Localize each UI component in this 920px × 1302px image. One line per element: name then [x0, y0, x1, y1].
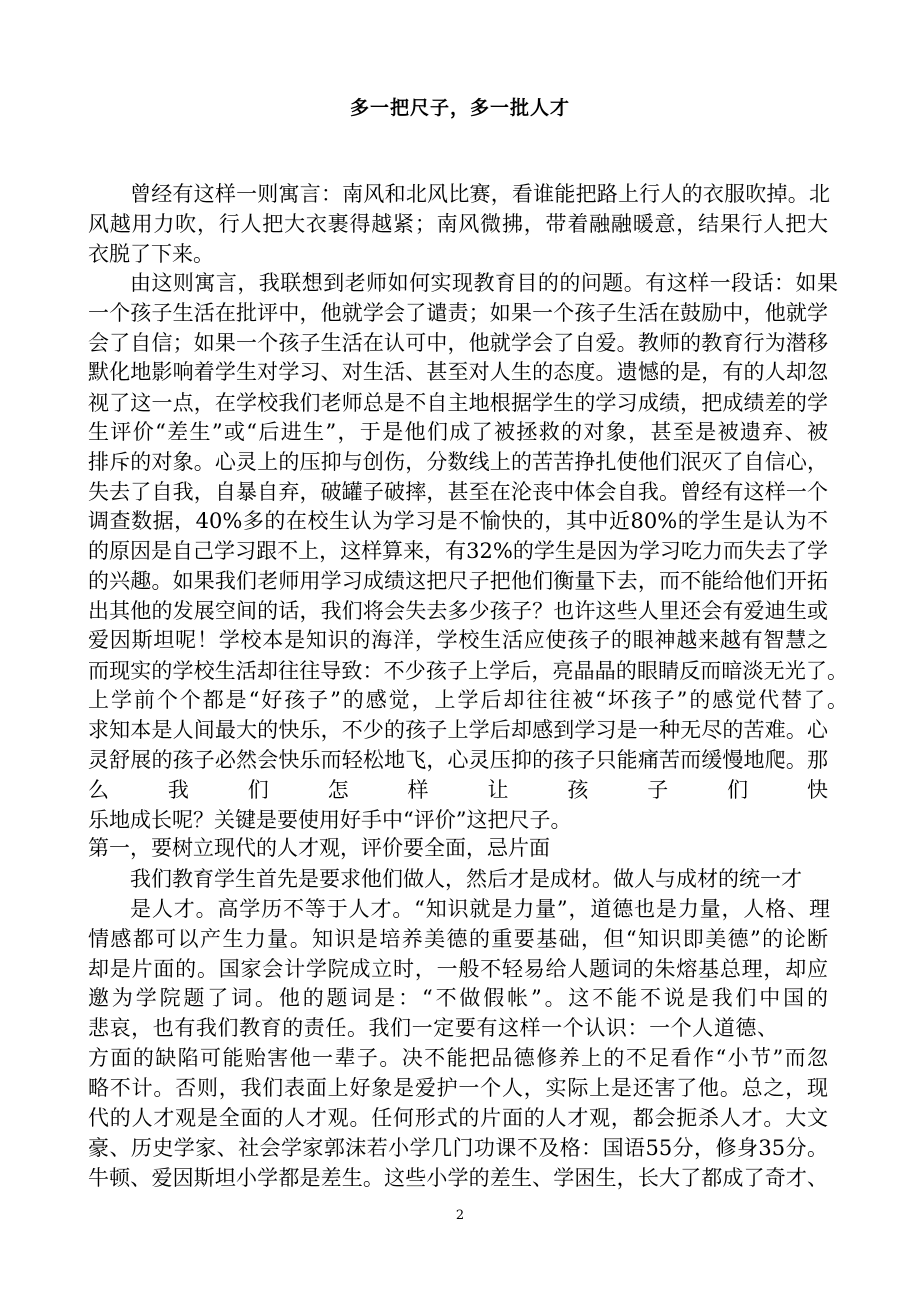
text-line: 邀为学院题了词。他的题词是：“不做假帐”。这不能不说是我们中国的 — [88, 986, 828, 1010]
text-line: 由这则寓言，我联想到老师如何实现教育目的的问题。有这样一段话：如果 — [130, 271, 838, 295]
text-line: 求知本是人间最大的快乐，不少的孩子上学后却感到学习是一种无尽的苦难。心 — [88, 718, 828, 742]
text-line: 而现实的学校生活却往往导致：不少孩子上学后，亮晶晶的眼睛反而暗淡无光了。 — [88, 659, 848, 683]
document-title: 多一把尺子，多一批人才 — [349, 97, 570, 119]
text-line: 一个孩子生活在批评中，他就学会了谴责；如果一个孩子生活在鼓励中，他就学 — [88, 301, 828, 325]
text-line: 灵舒展的孩子必然会快乐而轻松地飞，心灵压抑的孩子只能痛苦而缓慢地爬。那 — [88, 748, 828, 772]
text-line: 上学前个个都是“好孩子”的感觉，上学后却往往被“坏孩子”的感觉代替了。 — [88, 688, 848, 712]
text-line: 曾经有这样一则寓言：南风和北风比赛，看谁能把路上行人的衣服吹掉。北 — [130, 182, 830, 206]
text-line: 视了这一点，在学校我们老师总是不自主地根据学生的学习成绩，把成绩差的学 — [88, 391, 828, 415]
text-line: 风越用力吹，行人把大衣裹得越紧；南风微拂，带着融融暖意，结果行人把大 — [88, 212, 828, 236]
text-line: 失去了自我，自暴自弃，破罐子破摔，甚至在沦丧中体会自我。曾经有这样一个 — [88, 480, 828, 504]
text-line: 生评价“差生”或“后进生”，于是他们成了被拯救的对象，甚至是被遗弃、被 — [88, 420, 828, 444]
text-line: 第一，要树立现代的人才观，评价要全面，忌片面 — [88, 836, 550, 860]
text-line: 衣脱了下来。 — [88, 242, 214, 266]
text-line: 出其他的发展空间的话，我们将会失去多少孩子？也许这些人里还会有爱迪生或 — [88, 599, 828, 623]
text-line: 么我们怎样让孩子们快 — [88, 778, 828, 802]
page-number: 2 — [455, 1208, 465, 1223]
text-line: 豪、历史学家、社会学家郭沫若小学几门功课不及格：国语55分，修身35分。 — [88, 1136, 828, 1160]
text-line: 却是片面的。国家会计学院成立时，一般不轻易给人题词的朱熔基总理，却应 — [88, 957, 828, 981]
text-line: 略不计。否则，我们表面上好象是爱护一个人，实际上是还害了他。总之，现 — [88, 1076, 828, 1100]
text-line: 牛顿、爱因斯坦小学都是差生。这些小学的差生、学困生，长大了都成了奇才、 — [88, 1166, 828, 1190]
text-line: 悲哀，也有我们教育的责任。我们一定要有这样一个认识：一个人道德、 — [88, 1016, 778, 1040]
text-line: 是人才。高学历不等于人才。“知识就是力量”，道德也是力量，人格、理 — [130, 897, 830, 921]
text-line: 调查数据，40%多的在校生认为学习是不愉快的，其中近80%的学生是认为不 — [88, 509, 828, 533]
text-line: 会了自信；如果一个孩子生活在认可中，他就学会了自爱。教师的教育行为潜移 — [88, 331, 828, 355]
text-line: 的原因是自己学习跟不上，这样算来，有32%的学生是因为学习吃力而失去了学 — [88, 539, 828, 563]
text-line: 代的人才观是全面的人才观。任何形式的片面的人才观，都会扼杀人才。大文 — [88, 1106, 828, 1130]
text-line: 情感都可以产生力量。知识是培养美德的重要基础，但“知识即美德”的论断 — [88, 927, 828, 951]
text-line: 爱因斯坦呢！学校本是知识的海洋，学校生活应使孩子的眼神越来越有智慧之 — [88, 628, 828, 652]
text-line: 方面的缺陷可能贻害他一辈子。决不能把品德修养上的不足看作“小节”而忽 — [88, 1046, 828, 1070]
text-line: 的兴趣。如果我们老师用学习成绩这把尺子把他们衡量下去，而不能给他们开拓 — [88, 569, 828, 593]
text-line: 排斥的对象。心灵上的压抑与创伤，分数线上的苦苦挣扎使他们泯灭了自信心， — [88, 450, 828, 474]
text-line: 默化地影响着学生对学习、对生活、甚至对人生的态度。遗憾的是，有的人却忽 — [88, 360, 828, 384]
text-line: 乐地成长呢？关键是要使用好手中“评价”这把尺子。 — [88, 808, 572, 832]
text-line: 我们教育学生首先是要求他们做人，然后才是成材。做人与成材的统一才 — [130, 867, 802, 891]
